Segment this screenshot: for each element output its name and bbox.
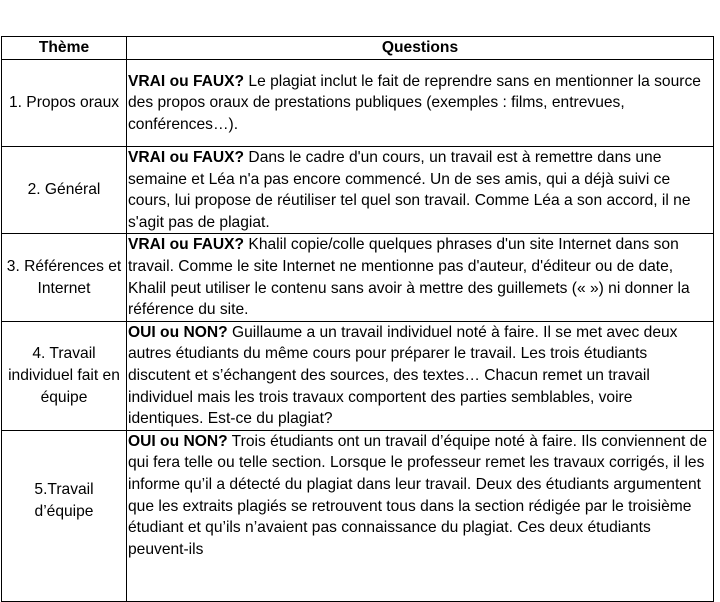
theme-cell: 3. Références et Internet	[2, 234, 127, 321]
table-row	[2, 234, 714, 321]
table-row	[2, 60, 714, 147]
question-cell	[127, 430, 714, 601]
table-row	[2, 321, 714, 430]
question-cell	[127, 234, 714, 321]
question-lead: VRAI ou FAUX?	[128, 72, 245, 90]
question-text: Le plagiat inclut le fait de reprendre sans en mentionner la source des propos oraux de prestations publiques (exemples : films, entrevues, conférences…).	[128, 72, 701, 133]
question-cell	[127, 321, 714, 430]
question-lead: OUI ou NON?	[128, 323, 228, 341]
question-lead: VRAI ou FAUX?	[128, 149, 245, 166]
theme-cell: 2. Général	[2, 147, 127, 234]
header-row	[2, 37, 714, 60]
question-cell	[127, 147, 714, 234]
theme-cell: 1. Propos oraux	[2, 60, 127, 147]
question-cell	[127, 60, 714, 147]
question-lead: VRAI ou FAUX?	[128, 236, 245, 254]
header-questions: Questions	[127, 37, 714, 60]
quiz-table	[1, 36, 714, 602]
question-text: Dans le cadre d'un cours, un travail est à remettre dans une semaine et Léa n'a pas encore commencé. Un de ses amis, qui a déjà suivi ce cours, lui propose de réutiliser tel quel son travail. Comme Léa a son accord, il ne s'agit pas de plagiat.	[128, 149, 691, 231]
theme-cell: 4. Travail individuel fait en équipe	[2, 321, 127, 430]
question-lead: OUI ou NON?	[128, 432, 228, 450]
table-row	[2, 430, 714, 601]
question-text: Guillaume a un travail individuel noté à faire. Il se met avec deux autres étudiants du même cours pour préparer le travail. Les trois étudiants discutent et s’échangent des sources, des textes… Chacun remet un travail individuel mais les trois travaux comportent des parties semblables, voire identiques. Est-ce du plagiat?	[128, 323, 678, 428]
table-row	[2, 147, 714, 234]
theme-cell: 5.Travail d’équipe	[2, 430, 127, 601]
question-text: Trois étudiants ont un travail d’équipe noté à faire. Ils conviennent de qui fera telle ou telle section. Lorsque le professeur remet les travaux corrigés, il les informe qu’il a détecté du plagiat dans leur travail. Deux des étudiants argumentent que les extraits plagiés se retrouvent tous dans la section rédigée par le troisième étudiant et qu’ils n’avaient pas connaissance du plagiat. Ces deux étudiants peuvent-ils	[128, 432, 708, 558]
question-text: Khalil copie/colle quelques phrases d'un site Internet dans son travail. Comme le site Internet ne mentionne pas d'auteur, d'éditeur ou de date, Khalil peut utiliser le contenu sans avoir à mettre des guillemets (« ») ni donner la référence du site.	[128, 236, 690, 319]
header-theme: Thème	[2, 37, 127, 60]
